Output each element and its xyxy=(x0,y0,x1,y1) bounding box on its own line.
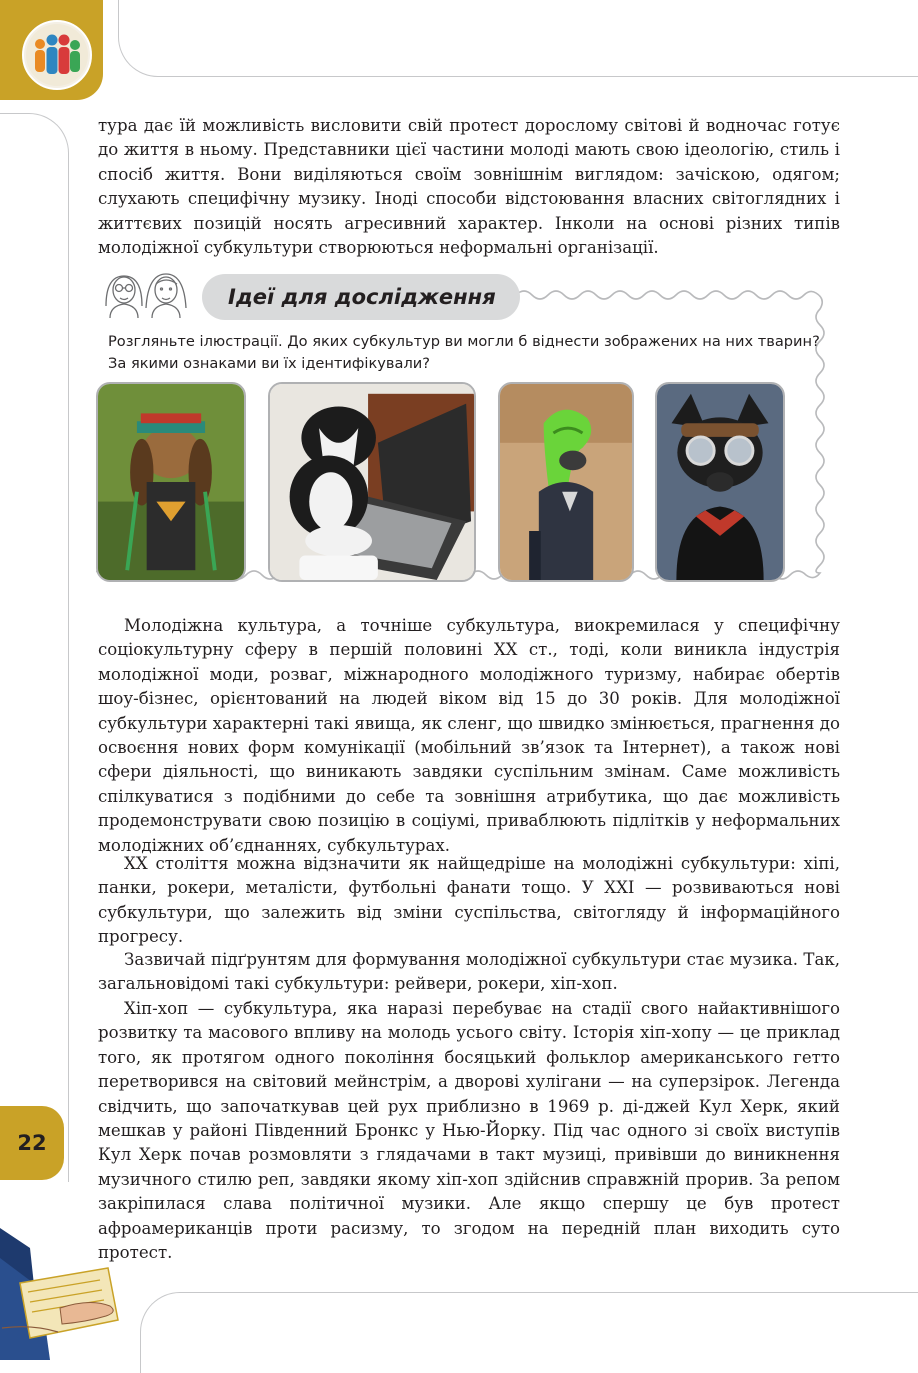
page-number-tab xyxy=(0,1106,64,1180)
left-frame-line xyxy=(0,113,69,1182)
photo-cat-laptop xyxy=(268,382,476,582)
body-paragraph-4: Хіп-хоп — субкультура, яка наразі перебуває на стадії свого найактивнішого розвитку та масового впливу на молодь усього світу. Історія хіп-хопу — це приклад того, як протягом одного покоління босяцький фольклор американського гетто перетворився на світовий мейнстрім, а дворові хулігани — на суперзірок. Легенда свідчить, що започаткував цей рух приблизно в 1969 р. ді-джей Кул Херк, який мешкав у районі Південний Бронкс у Нью-Йорку. Під час одного зі своїх виступів Кул Херк почав розмовляти з глядачами в такт музиці, привівши до виникнення музичного стилю реп, завдяки якому хіп-хоп здійснив справжній прорив. За репом закріпилася слава політичної музики. Але якщо спершу це був протест афроамериканців проти расизму, то згодом на передній план виходить суто протест. xyxy=(98,999,840,1263)
body-paragraph-1: Молодіжна культура, а точніше субкультура, виокремилася у специфічну соціокультурну сферу в першій половині XX ст., тоді, коли виникла індустрія молодіжної моди, розваг, міжнародного молодіжного туризму, набирає обертів шоу-бізнес, орієнтований на людей віком від 15 до 30 років. Для молодіжної субкультури характерні такі явища, як сленг, що швидко змінюється, прагнення до освоєння нових форм комунікації (мобільний зв’язок та Інтернет), а також нові сфери діяльності, що виникають завдяки суспільним змінам. Саме можливість спілкуватися з подібними до себе та зовнішня атрибутика, що дає можливість продемонструвати свою позицію в соціумі, приваблюють підлітків у неформальних молодіжних об’єднаннях, субкультурах. xyxy=(98,616,840,855)
photo-biker-dog xyxy=(655,382,785,582)
research-heading: Ідеї для дослідження xyxy=(228,285,496,309)
corner-tab xyxy=(0,0,103,100)
page-number: 22 xyxy=(17,1131,47,1155)
intro-paragraph: тура дає їй можливість висловити свій протест дорослому світові й водночас готує до життя в ньому. Представники цієї частини молоді мають свою ідеологію, стиль і спосіб життя. Вони виділяються своїм зовнішнім виглядом: зачіскою, одягом; слухають специфічну музику. Іноді способи відстоювання власних світоглядних і життєвих позицій носять агресивний характер. Інколи на основі різних типів молодіжної субкультури створюються неформальні організації. xyxy=(98,116,840,258)
top-frame-line xyxy=(118,0,918,77)
logo-icon xyxy=(22,20,92,90)
students-faces-icon xyxy=(96,258,192,318)
hand-with-book-illustration xyxy=(0,1208,130,1360)
research-heading-pill xyxy=(202,274,520,320)
body-paragraph-2: XX століття можна відзначити як найщедріше на молодіжні субкультури: хіпі, панки, рокери, металісти, футбольні фанати тощо. У XXI — розвиваються нові субкультури, що залежить від зміни суспільства, світогляду й інформаційного прогресу. xyxy=(98,854,840,947)
body-paragraph-3: Зазвичай підґрунтям для формування молодіжної субкультури стає музика. Так, загальновідомі такі субкультури: рейвери, рокери, хіп-хоп. xyxy=(98,950,840,994)
photo-hippie-dog xyxy=(96,382,246,582)
bottom-frame-line xyxy=(140,1292,918,1373)
research-task: Розгляньте ілюстрації. До яких субкультур ви могли б віднести зображених на них тварин? За якими ознаками ви їх ідентифікували? xyxy=(108,333,820,372)
photo-punk-bird xyxy=(498,382,634,582)
